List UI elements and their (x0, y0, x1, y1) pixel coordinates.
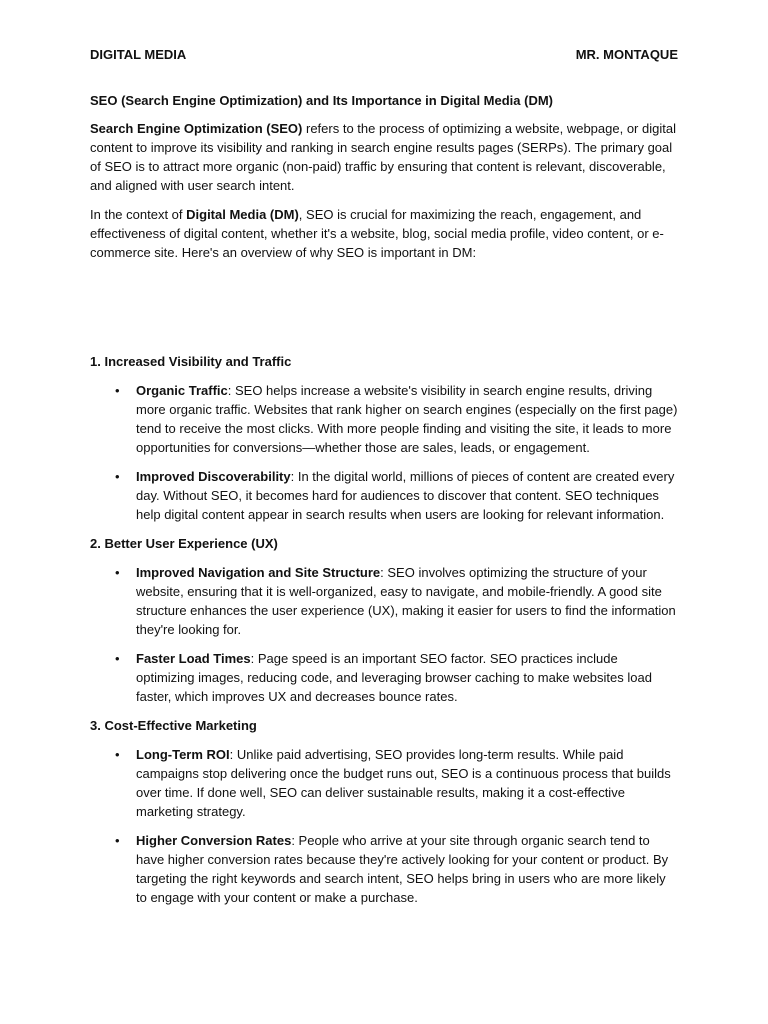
intro-2-text: , SEO is crucial for maximizing the reach, engagement, and effectiveness of digital content, whether it's a website, blog, social media profile, video content, or e-commerce site. Here's an overview of why SEO is important in DM: (90, 207, 664, 260)
bullet-icon: • (115, 747, 120, 762)
bullet-icon: • (115, 383, 120, 398)
list-item (90, 649, 678, 706)
intro-1-text: refers to the process of optimizing a website, webpage, or digital content to improve its visibility and ranking in search engine results pages (SERPs). The primary goal of SEO is to attract more organic (non-paid) traffic by ensuring that content is relevant, discoverable, and aligned with user search intent. (90, 121, 676, 193)
bullet-term: Faster Load Times (136, 651, 251, 666)
bullet-text: : In the digital world, millions of pieces of content are created every day. Without SEO, it becomes hard for audiences to discover that content. SEO techniques help digital content appear in search results when users are looking for relevant information. (136, 469, 675, 522)
document-page (90, 45, 678, 917)
header-course-title: DIGITAL MEDIA (90, 47, 187, 62)
list-item (90, 467, 678, 524)
bullet-icon: • (115, 651, 120, 666)
bullet-text: : People who arrive at your site through organic search tend to have higher conversion rates because they're actively looking for your content or product. By targeting the right keywords and search intent, SEO helps bring in users who are more likely to engage with your content or make a purchase. (136, 833, 669, 905)
bullet-text: : SEO helps increase a website's visibility in search engine results, driving more organic traffic. Websites that rank higher on search engines (especially on the first page) tend to receive the most clicks. With more people finding and visiting the site, it leads to more opportunities for conversions—whether those are sales, leads, or engagement. (136, 383, 678, 455)
header-author: MR. MONTAQUE (575, 47, 678, 62)
section-heading-visibility: 1. Increased Visibility and Traffic (90, 354, 292, 369)
list-item (90, 831, 678, 907)
bullet-term: Improved Navigation and Site Structure (136, 565, 381, 580)
bullet-text: : Page speed is an important SEO factor. SEO practices include optimizing images, reducing code, and leveraging browser caching to make websites load faster, which improves UX and decreases bounce rates. (136, 651, 652, 704)
section-list-visibility (90, 381, 678, 524)
bullet-icon: • (115, 833, 120, 848)
bullet-icon: • (115, 469, 120, 484)
intro-paragraph-2 (90, 205, 678, 262)
bullet-term: Improved Discoverability (136, 469, 291, 484)
bullet-term: Higher Conversion Rates (136, 833, 292, 848)
page-header (90, 45, 678, 64)
document-title: SEO (Search Engine Optimization) and Its Importance in Digital Media (DM) (90, 93, 553, 108)
intro-1-bold-term: Search Engine Optimization (SEO) (90, 121, 303, 136)
list-item (90, 381, 678, 457)
blank-space (90, 262, 678, 352)
bullet-icon: • (115, 565, 120, 580)
bullet-text: : Unlike paid advertising, SEO provides long-term results. While paid campaigns stop delivering once the budget runs out, SEO is a continuous process that builds over time. If done well, SEO can deliver sustainable results, making it a cost-effective marketing strategy. (136, 747, 671, 819)
list-item (90, 563, 678, 639)
intro-paragraph-1 (90, 119, 678, 195)
bullet-term: Long-Term ROI (136, 747, 230, 762)
section-list-ux (90, 563, 678, 706)
section-list-cost-effective (90, 745, 678, 907)
list-item (90, 745, 678, 821)
section-heading-cost-effective: 3. Cost-Effective Marketing (90, 718, 257, 733)
bullet-text: : SEO involves optimizing the structure of your website, ensuring that it is well-organized, easy to navigate, and mobile-friendly. A good site structure enhances the user experience (UX), making it easier for users to find the information they're looking for. (136, 565, 676, 637)
intro-2-pre: In the context of (90, 207, 187, 222)
bullet-term: Organic Traffic (136, 383, 228, 398)
section-heading-ux: 2. Better User Experience (UX) (90, 536, 278, 551)
intro-2-bold-term: Digital Media (DM) (186, 207, 299, 222)
